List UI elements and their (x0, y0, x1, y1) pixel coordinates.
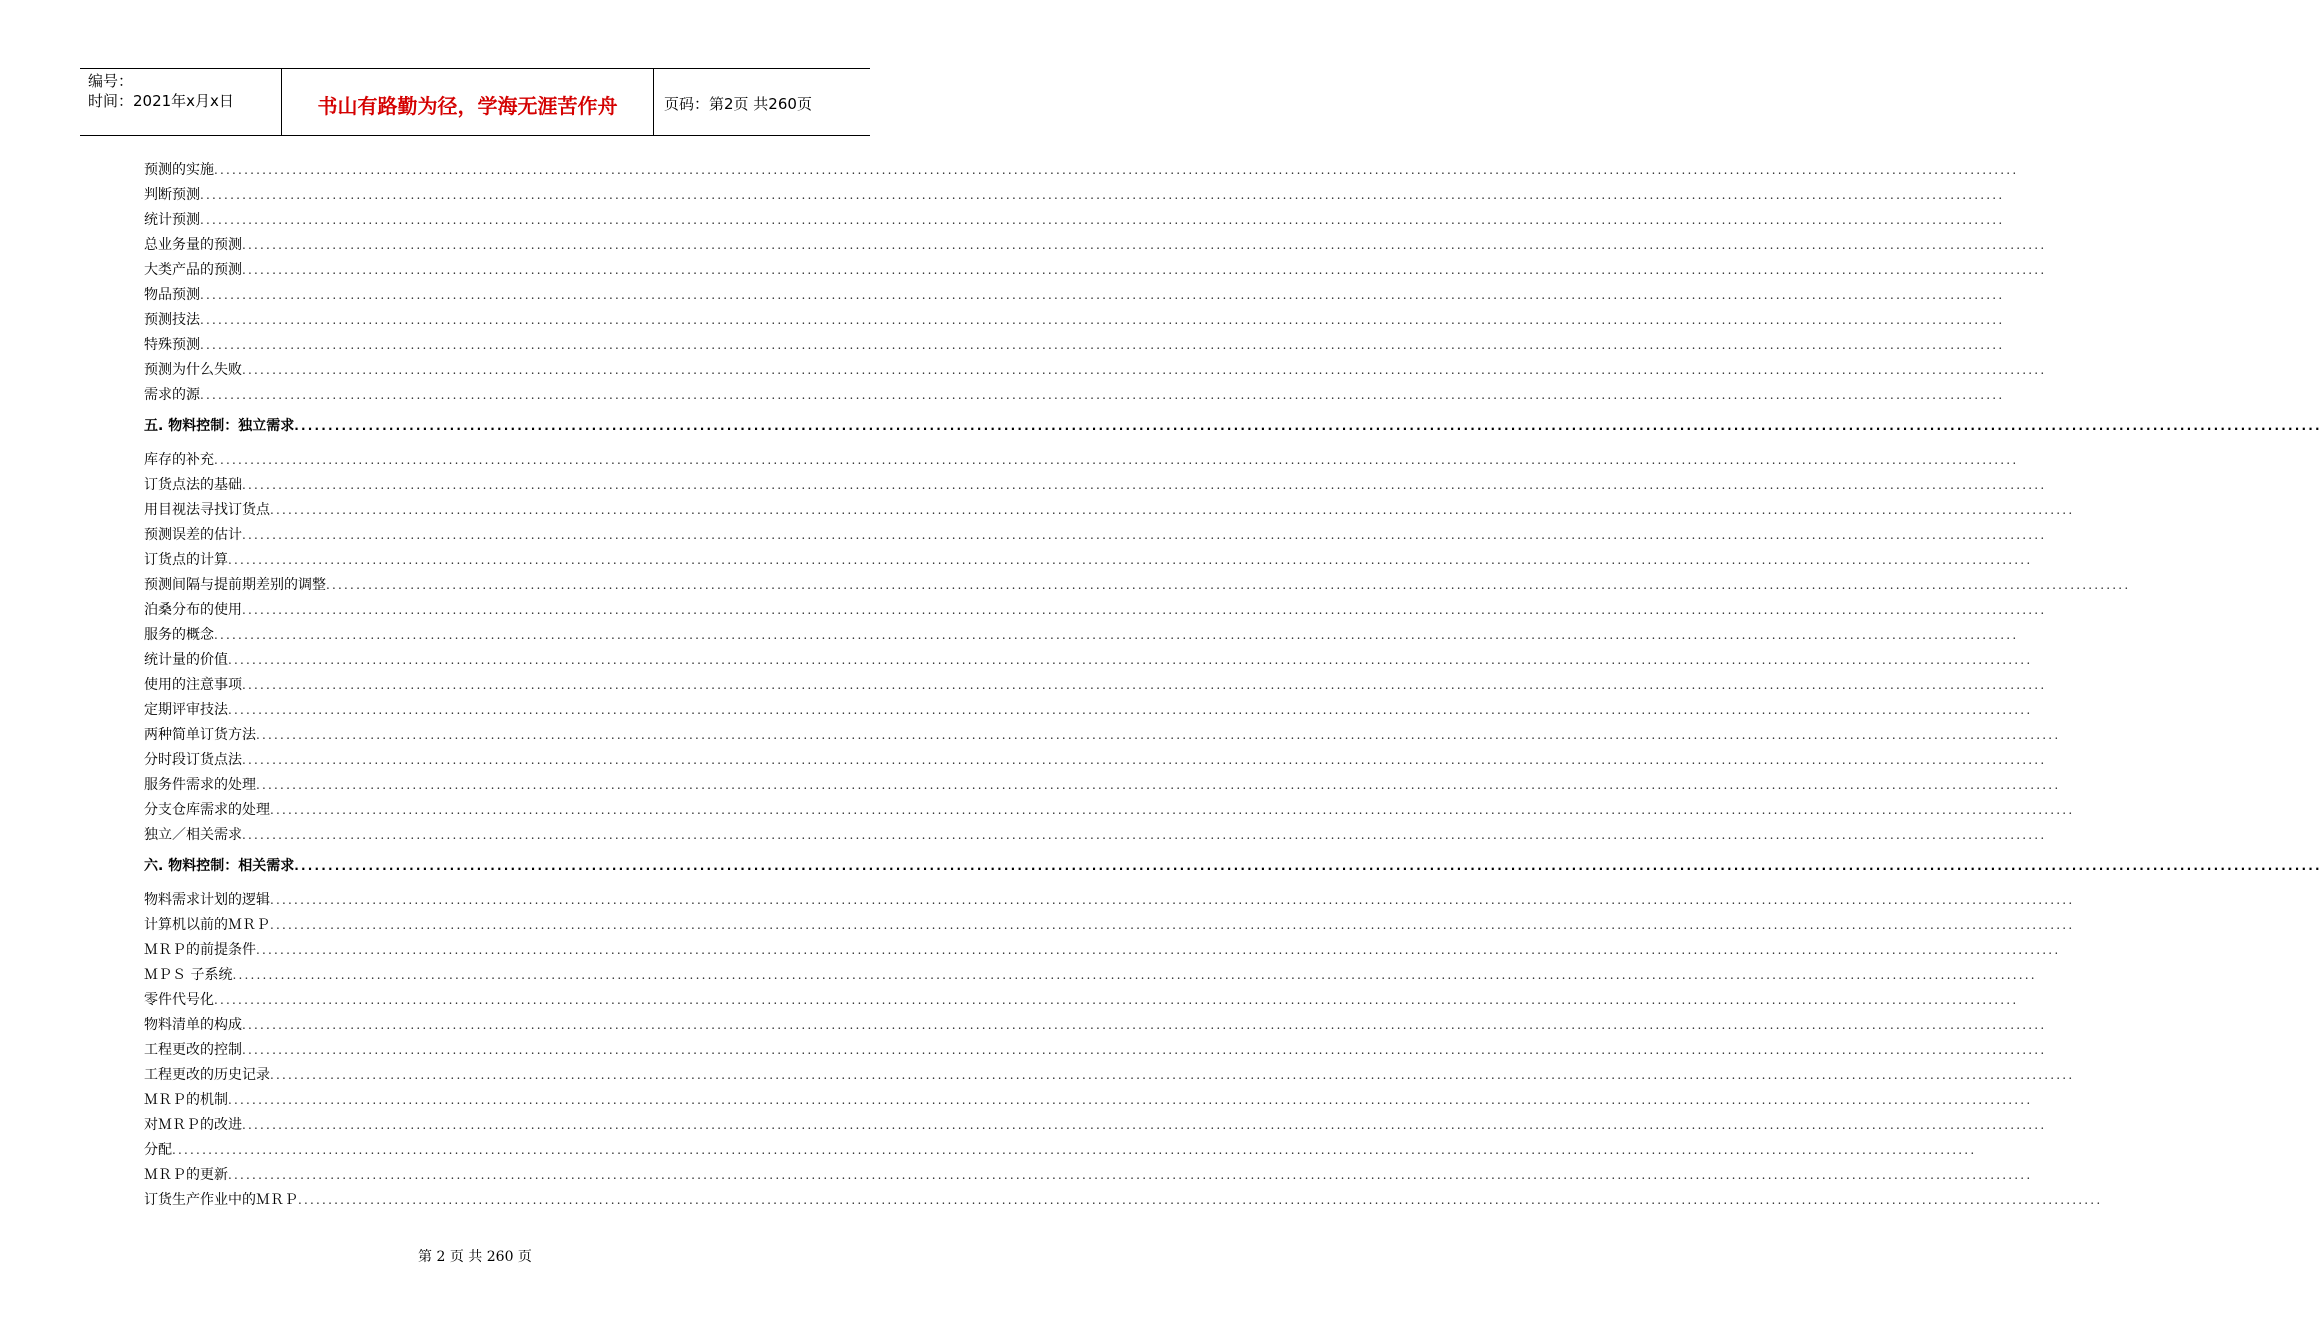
dot-leader: ............................................................................................................................................................................................................................................................................................................ (214, 628, 2019, 642)
toc-entry-label: ＭＲＰ的更新 (144, 1167, 228, 1183)
toc-entry-label: 服务件需求的处理 (144, 777, 256, 793)
toc-entry-label: 判断预测 (144, 187, 200, 203)
toc-entry[interactable] (144, 383, 2005, 408)
toc-entry[interactable] (144, 623, 2019, 648)
toc-entry[interactable] (144, 258, 2047, 283)
toc-section-label: 六. 物料控制：相关需求 (144, 858, 295, 874)
toc-entry[interactable] (144, 183, 2005, 208)
dot-leader: ............................................................................................................................................................................................................................................................................................................ (200, 288, 2005, 302)
dot-leader: ............................................................................................................................................................................................................................................................................................................ (200, 313, 2005, 327)
toc-entry[interactable] (144, 283, 2005, 308)
toc-entry[interactable] (144, 308, 2005, 333)
toc-entry-label: 两种简单订货方法 (144, 727, 256, 743)
dot-leader: ............................................................................................................................................................................................................................................................................................................ (172, 1143, 1977, 1157)
toc-entry-label: 物品预测 (144, 287, 200, 303)
header-page-info: 页码：第2页 共260页 (664, 94, 812, 113)
dot-leader: ............................................................................................................................................................................................................................................................................................................ (228, 553, 2033, 567)
dot-leader: ............................................................................................................................................................................................................................................................................................................ (242, 678, 2047, 692)
toc-entry[interactable] (144, 1163, 2033, 1188)
toc-entry-label: 用目视法寻找订货点 (144, 502, 270, 518)
dot-leader: ............................................................................................................................................................................................................................................................................................................ (242, 1018, 2047, 1032)
toc-entry-label: 分支仓库需求的处理 (144, 802, 270, 818)
toc-entry-label: ＭＲＰ的前提条件 (144, 942, 256, 958)
toc-entry[interactable] (144, 1013, 2047, 1038)
toc-entry[interactable] (144, 598, 2047, 623)
toc-entry-label: 物料清单的构成 (144, 1017, 242, 1033)
dot-leader: ............................................................................................................................................................................................................................................................................................................ (242, 828, 2047, 842)
dot-leader: ............................................................................................................................................................................................................................................................................................................ (242, 478, 2047, 492)
toc-entry[interactable] (144, 333, 2005, 358)
page-footer: 第 2 页 共 260 页 (418, 1249, 532, 1265)
toc-entry[interactable] (144, 648, 2033, 673)
toc-entry[interactable] (144, 823, 2047, 848)
toc-entry[interactable] (144, 498, 2075, 523)
toc-entry-label: 特殊预测 (144, 337, 200, 353)
toc-entry[interactable] (144, 548, 2033, 573)
toc-entry-label: 工程更改的历史记录 (144, 1067, 270, 1083)
toc-entry[interactable] (144, 963, 2037, 988)
header-motto: 书山有路勤为径，学海无涯苦作舟 (282, 69, 654, 135)
header-meta (80, 69, 282, 135)
toc-entry-label: 需求的源 (144, 387, 200, 403)
toc-entry-label: ＭＰＳ 子系统 (144, 967, 233, 983)
toc-entry-label: 使用的注意事项 (144, 677, 242, 693)
toc-entry[interactable] (144, 988, 2019, 1013)
toc-entry-label: 预测为什么失败 (144, 362, 242, 378)
toc-entry-label: 独立／相关需求 (144, 827, 242, 843)
toc-entry-label: 预测技法 (144, 312, 200, 328)
toc-entry[interactable] (144, 158, 2019, 183)
toc-entry-label: 订货生产作业中的ＭＲＰ (144, 1192, 298, 1208)
dot-leader: ............................................................................................................................................................................................................................................................................................................ (242, 753, 2047, 767)
dot-leader: ............................................................................................................................................................................................................................................................................................................ (200, 338, 2005, 352)
dot-leader: ............................................................................................................................................................................................................................................................................................................ (270, 918, 2075, 932)
toc-entry[interactable] (144, 1188, 2103, 1213)
toc-entry-label: 预测间隔与提前期差别的调整 (144, 577, 326, 593)
toc-entry[interactable] (144, 1088, 2033, 1113)
dot-leader: ............................................................................................................................................................................................................................................................................................................ (256, 728, 2061, 742)
table-of-contents (144, 158, 2322, 1213)
toc-section-heading[interactable] (144, 412, 2322, 440)
toc-entry[interactable] (144, 773, 2061, 798)
dot-leader: ............................................................................................................................................................................................................................................................................................................ (214, 453, 2019, 467)
dot-leader: ............................................................................................................................................................................................................................................................................................................ (294, 859, 2322, 873)
dot-leader: ............................................................................................................................................................................................................................................................................................................ (270, 803, 2075, 817)
toc-entry-label: 泊桑分布的使用 (144, 602, 242, 618)
toc-entry[interactable] (144, 233, 2047, 258)
toc-entry-label: 统计预测 (144, 212, 200, 228)
toc-entry[interactable] (144, 913, 2075, 938)
dot-leader: ............................................................................................................................................................................................................................................................................................................ (200, 213, 2005, 227)
toc-entry-label: 分配 (144, 1142, 172, 1158)
toc-entry[interactable] (144, 938, 2061, 963)
dot-leader: ............................................................................................................................................................................................................................................................................................................ (294, 419, 2322, 433)
dot-leader: ............................................................................................................................................................................................................................................................................................................ (242, 1043, 2047, 1057)
dot-leader: ............................................................................................................................................................................................................................................................................................................ (298, 1193, 2103, 1207)
dot-leader: ............................................................................................................................................................................................................................................................................................................ (242, 363, 2047, 377)
toc-entry[interactable] (144, 1038, 2047, 1063)
toc-entry[interactable] (144, 798, 2075, 823)
toc-entry-label: 分时段订货点法 (144, 752, 242, 768)
dot-leader: ............................................................................................................................................................................................................................................................................................................ (232, 968, 2037, 982)
toc-entry[interactable] (144, 473, 2047, 498)
toc-entry[interactable] (144, 358, 2047, 383)
dot-leader: ............................................................................................................................................................................................................................................................................................................ (200, 188, 2005, 202)
toc-entry[interactable] (144, 573, 2131, 598)
toc-entry[interactable] (144, 448, 2019, 473)
toc-entry-label: 对ＭＲＰ的改进 (144, 1117, 242, 1133)
toc-entry[interactable] (144, 698, 2033, 723)
dot-leader: ............................................................................................................................................................................................................................................................................................................ (242, 1118, 2047, 1132)
toc-entry-label: 预测的实施 (144, 162, 214, 178)
toc-entry[interactable] (144, 523, 2047, 548)
dot-leader: ............................................................................................................................................................................................................................................................................................................ (228, 653, 2033, 667)
toc-entry[interactable] (144, 1113, 2047, 1138)
dot-leader: ............................................................................................................................................................................................................................................................................................................ (242, 603, 2047, 617)
toc-entry[interactable] (144, 1138, 1977, 1163)
toc-entry-label: 总业务量的预测 (144, 237, 242, 253)
dot-leader: ............................................................................................................................................................................................................................................................................................................ (214, 993, 2019, 1007)
dot-leader: ............................................................................................................................................................................................................................................................................................................ (214, 163, 2019, 177)
dot-leader: ............................................................................................................................................................................................................................................................................................................ (270, 893, 2075, 907)
dot-leader: ............................................................................................................................................................................................................................................................................................................ (242, 263, 2047, 277)
toc-entry[interactable] (144, 723, 2061, 748)
dot-leader: ............................................................................................................................................................................................................................................................................................................ (228, 1093, 2033, 1107)
dot-leader: ............................................................................................................................................................................................................................................................................................................ (270, 1068, 2075, 1082)
toc-entry-label: 订货点的计算 (144, 552, 228, 568)
toc-entry[interactable] (144, 748, 2047, 773)
dot-leader: ............................................................................................................................................................................................................................................................................................................ (228, 1168, 2033, 1182)
dot-leader: ............................................................................................................................................................................................................................................................................................................ (326, 578, 2131, 592)
dot-leader: ............................................................................................................................................................................................................................................................................................................ (242, 528, 2047, 542)
date-label: 时间：2021年x月x日 (88, 92, 234, 110)
dot-leader: ............................................................................................................................................................................................................................................................................................................ (256, 943, 2061, 957)
toc-entry[interactable] (144, 208, 2005, 233)
toc-entry[interactable] (144, 673, 2047, 698)
dot-leader: ............................................................................................................................................................................................................................................................................................................ (200, 388, 2005, 402)
toc-entry-label: 预测误差的估计 (144, 527, 242, 543)
toc-entry-label: ＭＲＰ的机制 (144, 1092, 228, 1108)
toc-entry-label: 大类产品的预测 (144, 262, 242, 278)
page-header (80, 68, 870, 136)
toc-entry-label: 统计量的价值 (144, 652, 228, 668)
toc-entry-label: 零件代号化 (144, 992, 214, 1008)
toc-entry-label: 计算机以前的ＭＲＰ (144, 917, 270, 933)
toc-entry-label: 定期评审技法 (144, 702, 228, 718)
toc-entry-label: 库存的补充 (144, 452, 214, 468)
toc-section-heading[interactable] (144, 852, 2322, 880)
dot-leader: ............................................................................................................................................................................................................................................................................................................ (228, 703, 2033, 717)
dot-leader: ............................................................................................................................................................................................................................................................................................................ (270, 503, 2075, 517)
toc-entry-label: 工程更改的控制 (144, 1042, 242, 1058)
toc-entry[interactable] (144, 1063, 2075, 1088)
toc-entry[interactable] (144, 888, 2075, 913)
code-label: 编号： (88, 72, 134, 90)
toc-section-label: 五. 物料控制：独立需求 (144, 418, 295, 434)
toc-entry-label: 物料需求计划的逻辑 (144, 892, 270, 908)
toc-entry-label: 订货点法的基础 (144, 477, 242, 493)
toc-entry-label: 服务的概念 (144, 627, 214, 643)
dot-leader: ............................................................................................................................................................................................................................................................................................................ (242, 238, 2047, 252)
dot-leader: ............................................................................................................................................................................................................................................................................................................ (256, 778, 2061, 792)
